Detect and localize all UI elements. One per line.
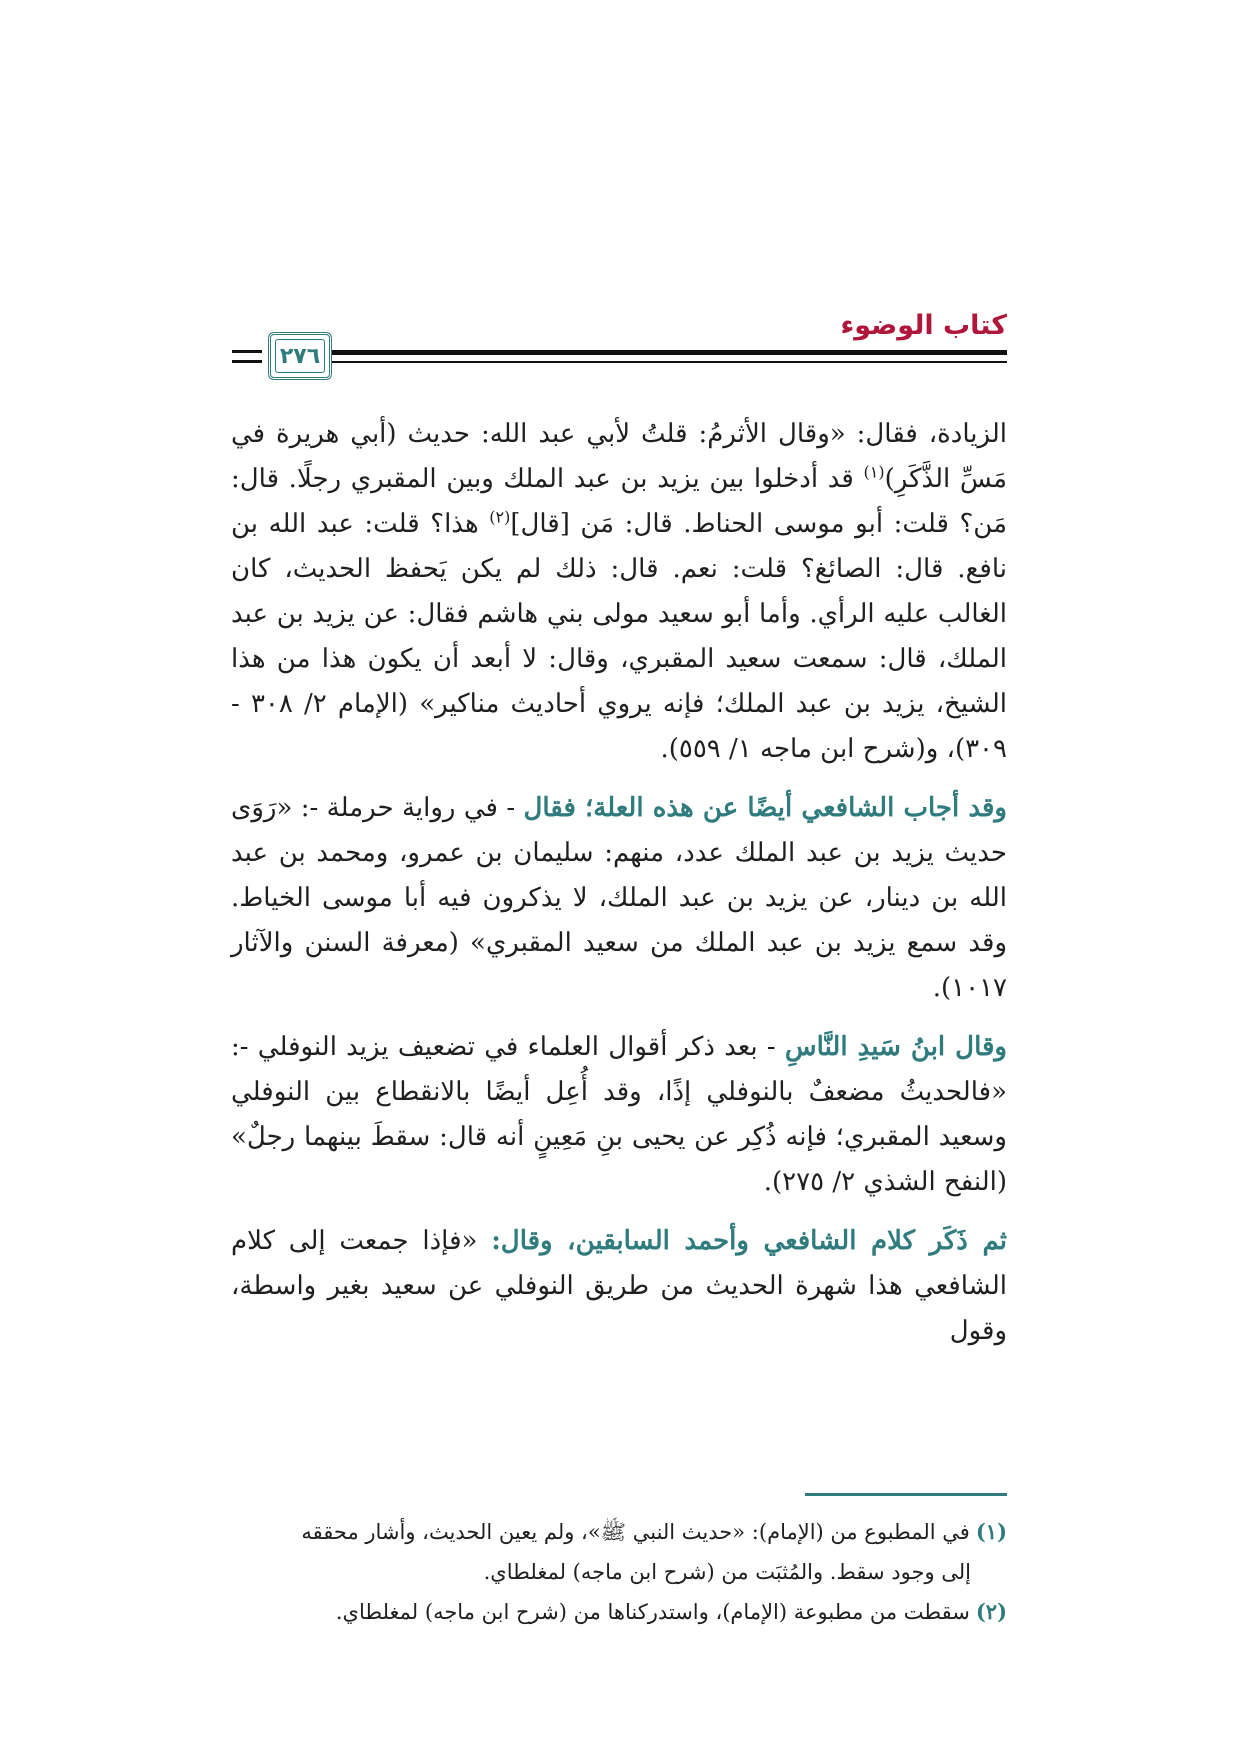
paragraph-1-text-2: قد أدخلوا بين يزيد بن عبد الملك وبين المقبري رجلًا. قال: مَن؟ قلت: أبو موسى الحناط. قال: مَن [قال] [231, 464, 1007, 539]
paragraph-3 [231, 1025, 1007, 1205]
header-rule-left-bottom [232, 360, 262, 363]
footnote-1-continuation [231, 1552, 1007, 1592]
footnote-ref-1[interactable]: (١) [863, 462, 885, 482]
header-rule-left-top [232, 350, 262, 353]
paragraph-1-text: الزيادة، فقال: «وقال الأثرمُ: قلتُ لأبي عبد الله: حديث (أبي هريرة في مَسِّ الذَّكَرِ) [231, 419, 1008, 494]
main-text [231, 412, 1007, 1368]
page-number: ٢٧٦ [279, 343, 321, 369]
footnote-1-number: (١) [975, 1519, 1007, 1544]
paragraph-2-text: - في رواية حرملة -: «رَوَى حديث يزيد بن عبد الملك عدد، منهم: سليمان بن عمرو، ومحمد بن عبد الله بن دينار، عن يزيد بن عبد الملك، لا يذكرون فيه أبا موسى الخياط. وقد سمع يزيد بن عبد الملك من سعيد المقبري» (معرفة السنن والآثار ١٠١٧). [231, 793, 1007, 1003]
footnote-1 [231, 1512, 1007, 1552]
footnote-1-line-1: في المطبوع من (الإمام): «حديث النبي ﷺ»، ولم يعين الحديث، وأشار محققه [301, 1520, 970, 1544]
paragraph-2 [231, 786, 1007, 1011]
footnote-2-line-1: سقطت من مطبوعة (الإمام)، واستدركناها من (شرح ابن ماجه) لمغلطاي. [335, 1600, 970, 1624]
paragraph-4 [231, 1219, 1007, 1354]
footnote-1-line-2: إلى وجود سقط. والمُثبَت من (شرح ابن ماجه) لمغلطاي. [483, 1560, 971, 1584]
paragraph-1-text-3: هذا؟ قلت: عبد الله بن نافع. قال: الصائغ؟ قلت: نعم. قال: ذلك لم يكن يَحفظ الحديث، كان الغالب عليه الرأي. وأما أبو سعيد مولى بني هاشم فقال: عن يزيد بن عبد الملك، قال: سمعت سعيد المقبري، وقال: لا أبعد أن يكون هذا من هذا الشيخ، يزيد بن عبد الملك؛ فإنه يروي أحاديث مناكير» (الإمام ٢/ ٣٠٨ - ٣٠٩)، و(شرح ابن ماجه ١/ ٥٥٩). [231, 509, 1008, 764]
page-number-badge [268, 332, 332, 380]
paragraph-3-lead: وقال ابنُ سَيدِ النَّاسِ [784, 1032, 1007, 1062]
book-title: كتاب الوضوء [840, 310, 1007, 341]
paragraph-1 [231, 412, 1007, 772]
header-rule-thin [272, 361, 1007, 363]
page-header [232, 310, 1007, 390]
footnote-ref-2[interactable]: (٢) [489, 507, 511, 527]
paragraph-3-text: - بعد ذكر أقوال العلماء في تضعيف يزيد النوفلي -: «فالحديثُ مضعفٌ بالنوفلي إذًا، وقد أُعِل أيضًا بالانقطاع بين النوفلي وسعيد المقبري؛ فإنه ذُكِر عن يحيى بنِ مَعِينٍ أنه قال: سقطَ بينهما رجلٌ» (النفح الشذي ٢/ ٢٧٥). [231, 1032, 1007, 1197]
paragraph-2-lead: وقد أجاب الشافعي أيضًا عن هذه العلة؛ فقال [523, 793, 1007, 823]
footnote-2 [231, 1592, 1007, 1632]
paragraph-4-lead: ثم ذَكَر كلام الشافعي وأحمد السابقين، وقال: [491, 1226, 1007, 1256]
paragraph-4-text: «فإذا جمعت إلى كلام الشافعي هذا شهرة الحديث من طريق النوفلي عن سعيد بغير واسطة، وقول [231, 1226, 1007, 1346]
footnotes [231, 1512, 1007, 1632]
footnote-separator [805, 1493, 1007, 1496]
header-rule-thick [272, 350, 1007, 355]
footnote-2-number: (٢) [975, 1599, 1007, 1624]
